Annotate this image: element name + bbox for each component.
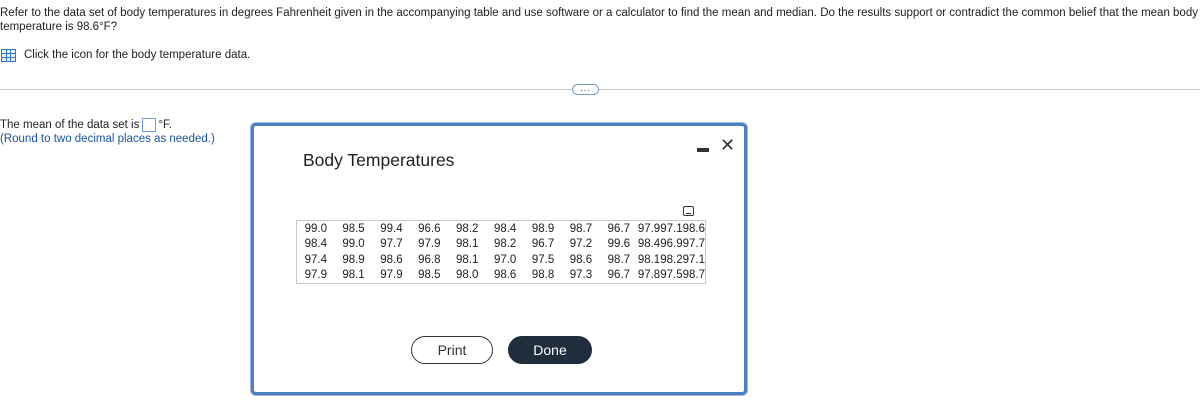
section-divider (0, 89, 1200, 90)
table-cell: 98.7 (682, 269, 705, 282)
table-cell: 97.5 (531, 253, 555, 266)
table-cell: 97.9 (380, 269, 403, 282)
table-cell: 99.0 (304, 222, 327, 235)
question-text: Refer to the data set of body temperatures in degrees Fahrenheit given in the accompanying table and use software or a calculator to find the mean and median. Do the results support or contradict the common belief that the mean body temperature is 98.6°F? (0, 7, 1198, 33)
table-cell: 96.6 (418, 222, 441, 235)
table-grid-icon[interactable] (1, 49, 16, 62)
table-cell: 98.6 (682, 222, 705, 235)
data-link[interactable] (1, 48, 250, 62)
table-cell: 97.9 (304, 269, 327, 282)
answer-line (0, 117, 172, 133)
table-cell: 98.1 (637, 253, 661, 266)
table-cell: 98.9 (531, 222, 555, 235)
table-cell: 96.7 (531, 238, 555, 251)
table-cell: 97.0 (493, 253, 517, 266)
expand-button[interactable]: ... (572, 84, 599, 95)
table-cell: 97.2 (569, 238, 593, 251)
dialog-title: Body Temperatures (303, 150, 455, 170)
data-link-label: Click the icon for the body temperature data. (24, 49, 251, 61)
table-cell: 98.1 (456, 238, 479, 251)
table-cell: 98.6 (569, 253, 593, 266)
mean-answer-input[interactable] (142, 118, 156, 132)
table-cell: 97.4 (304, 253, 327, 266)
body-temperatures-dialog (251, 123, 747, 395)
table-cell: 96.9 (660, 238, 683, 251)
table-cell: 98.6 (380, 253, 403, 266)
table-row (297, 252, 706, 268)
answer-suffix: °F. (158, 119, 172, 131)
table-cell: 97.5 (660, 269, 683, 282)
table-cell: 99.6 (607, 238, 631, 251)
table-cell: 98.5 (418, 269, 441, 282)
table-row (297, 268, 706, 284)
table-cell: 96.7 (607, 222, 631, 235)
table-cell: 97.7 (380, 238, 403, 251)
table-cell: 98.0 (456, 269, 479, 282)
table-cell: 98.6 (493, 269, 517, 282)
table-cell: 98.7 (607, 253, 631, 266)
minimize-icon[interactable] (697, 148, 709, 152)
print-button[interactable]: Print (411, 336, 493, 364)
temperature-table (296, 220, 706, 284)
table-cell: 96.8 (418, 253, 441, 266)
copy-data-icon[interactable] (683, 206, 694, 216)
table-cell: 98.2 (660, 253, 683, 266)
table-cell: 97.9 (637, 222, 661, 235)
table-cell: 97.1 (682, 253, 705, 266)
table-cell: 98.8 (531, 269, 555, 282)
table-cell: 98.2 (456, 222, 479, 235)
round-instruction: (Round to two decimal places as needed.) (0, 133, 215, 145)
table-cell: 98.4 (493, 222, 517, 235)
table-cell: 98.5 (342, 222, 365, 235)
table-cell: 97.1 (660, 222, 683, 235)
table-cell: 98.9 (342, 253, 365, 266)
table-cell: 98.4 (637, 238, 661, 251)
table-row (297, 221, 706, 237)
table-cell: 96.7 (607, 269, 631, 282)
table-cell: 98.1 (456, 253, 479, 266)
done-button[interactable]: Done (508, 336, 592, 364)
table-cell: 98.1 (342, 269, 365, 282)
table-cell: 98.7 (569, 222, 593, 235)
close-icon[interactable]: ✕ (720, 135, 736, 155)
answer-prefix: The mean of the data set is (0, 119, 140, 131)
table-row (297, 237, 706, 253)
table-cell: 98.2 (493, 238, 517, 251)
table-cell: 97.3 (569, 269, 593, 282)
table-cell: 97.8 (637, 269, 661, 282)
table-cell: 99.4 (380, 222, 403, 235)
table-cell: 99.0 (342, 238, 365, 251)
table-cell: 97.9 (418, 238, 441, 251)
table-cell: 97.7 (682, 238, 705, 251)
table-cell: 98.4 (304, 238, 327, 251)
